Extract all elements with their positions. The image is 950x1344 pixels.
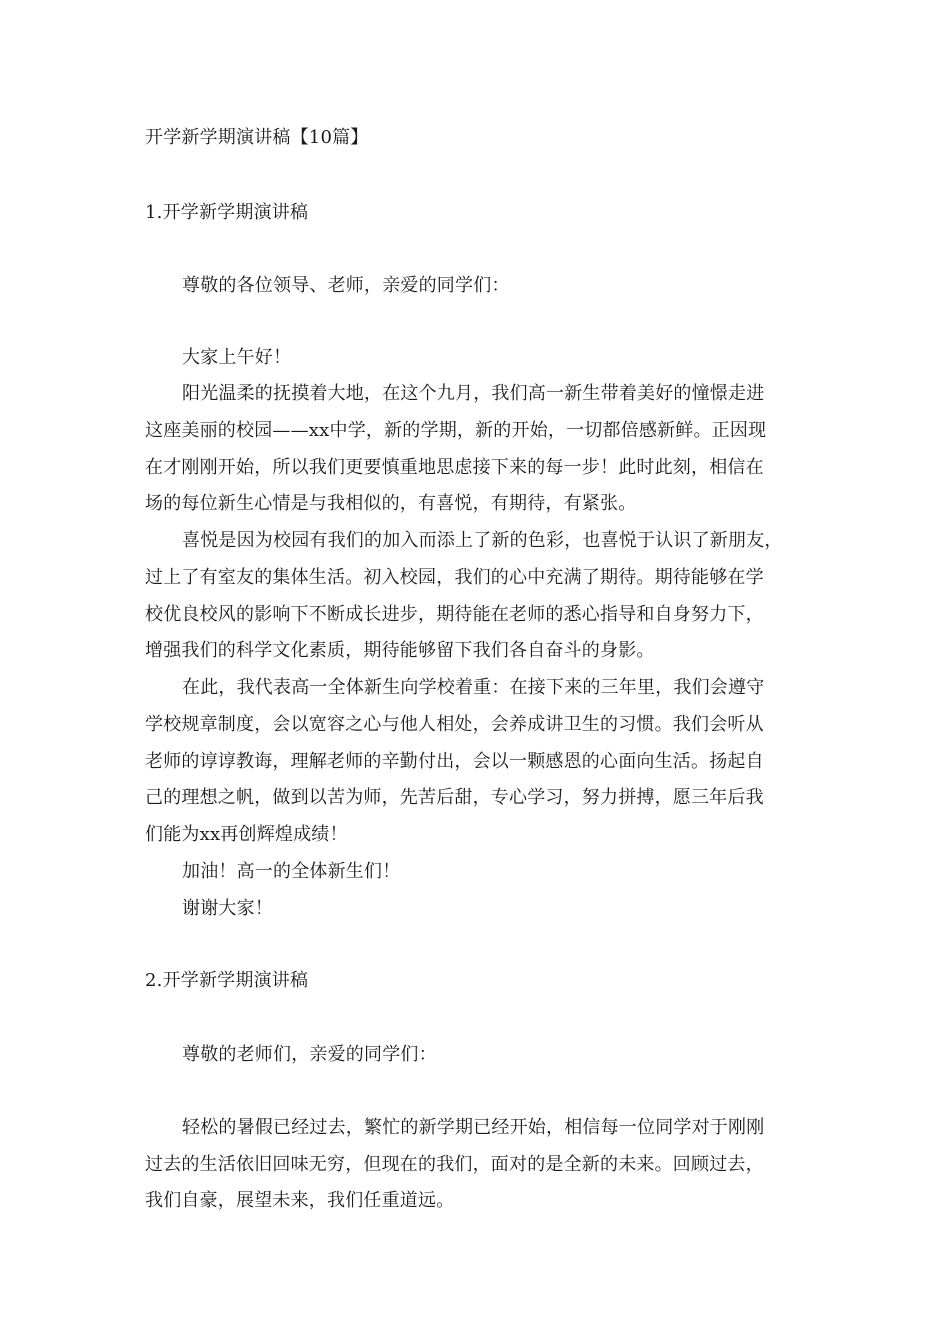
section-1-cheer: 加油！高一的全体新生们！ [182,861,401,882]
section-1-heading: 1.开学新学期演讲稿 [145,202,309,223]
text-line: 场的每位新生心情是与我相似的，有喜悦，有期待，有紧张。 [145,493,637,514]
text-line: 在才刚刚开始，所以我们更要慎重地思虑接下来的每一步！此时此刻，相信在 [145,457,764,478]
section-1-salutation: 尊敬的各位领导、老师，亲爱的同学们： [182,275,510,296]
text-line: 们能为xx再创辉煌成绩！ [145,824,348,845]
text-line: 阳光温柔的抚摸着大地，在这个九月，我们高一新生带着美好的憧憬走进 [182,383,765,404]
section-2-heading: 2.开学新学期演讲稿 [145,970,309,991]
text-line: 我们自豪，展望未来，我们任重道远。 [145,1190,455,1211]
text-line: 学校规章制度，会以宽容之心与他人相处，会养成讲卫生的习惯。我们会听从 [145,714,764,735]
section-1-thanks: 谢谢大家！ [182,898,273,919]
section-1-greeting: 大家上午好！ [182,347,292,368]
text-line: 老师的谆谆教诲，理解老师的辛勤付出，会以一颗感恩的心面向生活。扬起自 [145,751,764,772]
text-line: 喜悦是因为校园有我们的加入而添上了新的色彩，也喜悦于认识了新朋友， [182,530,783,551]
text-line: 在此，我代表高一全体新生向学校着重：在接下来的三年里，我们会遵守 [182,677,765,698]
text-line: 过去的生活依旧回味无穷，但现在的我们，面对的是全新的未来。回顾过去， [145,1154,764,1175]
section-2-salutation: 尊敬的老师们，亲爱的同学们： [182,1044,437,1065]
text-line: 过上了有室友的集体生活。初入校园，我们的心中充满了期待。期待能够在学 [145,567,764,588]
text-line: 校优良校风的影响下不断成长进步，期待能在老师的悉心指导和自身努力下， [145,604,764,625]
text-line: 这座美丽的校园——xx中学，新的学期，新的开始，一切都倍感新鲜。正因现 [145,420,767,441]
text-line: 轻松的暑假已经过去，繁忙的新学期已经开始，相信每一位同学对于刚刚 [182,1117,765,1138]
document-title: 开学新学期演讲稿【10篇】 [145,127,369,148]
text-line: 增强我们的科学文化素质，期待能够留下我们各自奋斗的身影。 [145,640,655,661]
text-line: 己的理想之帆，做到以苦为师，先苦后甜，专心学习，努力拼搏，愿三年后我 [145,787,764,808]
